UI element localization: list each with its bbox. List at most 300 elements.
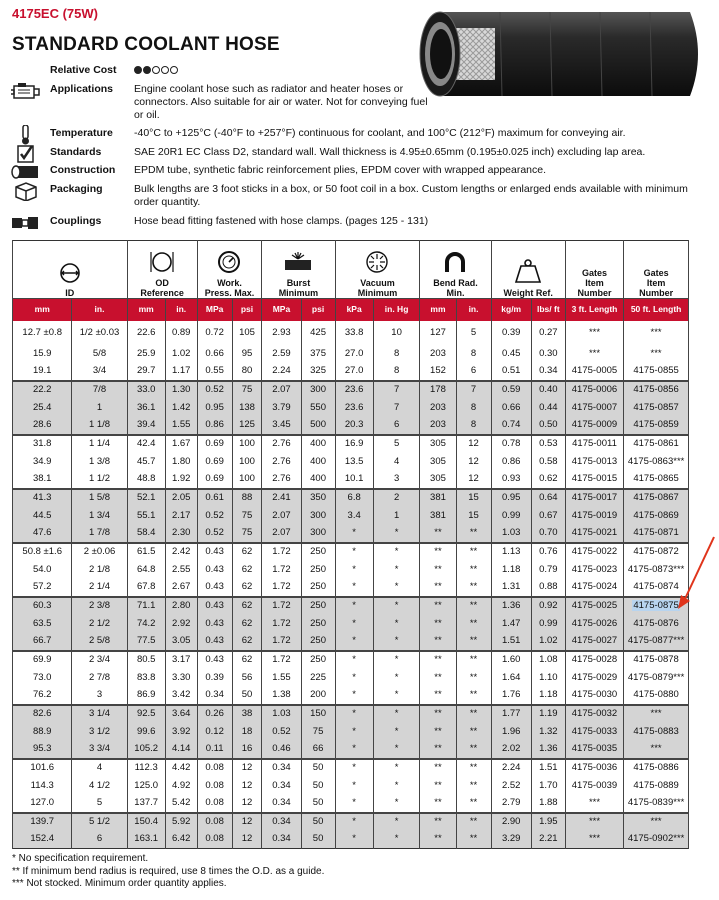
table-cell: *** xyxy=(565,813,623,831)
table-row xyxy=(13,363,689,381)
table-cell: 2 1/2 xyxy=(72,615,127,633)
table-cell: 80.5 xyxy=(127,651,165,669)
unit-cell: lbs/ ft xyxy=(531,299,565,321)
unit-cell: in. xyxy=(165,299,197,321)
table-cell: 150.4 xyxy=(127,813,165,831)
table-cell: 203 xyxy=(420,399,456,417)
table-cell: 25.4 xyxy=(13,399,72,417)
table-row xyxy=(13,417,689,435)
table-cell: 0.30 xyxy=(531,345,565,363)
footnote: ** If minimum bend radius is required, use 8 times the O.D. as a guide. xyxy=(12,865,325,877)
table-cell: 2.42 xyxy=(165,543,197,561)
table-cell: 305 xyxy=(420,471,456,489)
table-cell: * xyxy=(373,579,420,597)
table-cell: 2 1/4 xyxy=(72,579,127,597)
table-row xyxy=(13,669,689,687)
table-cell: 3.30 xyxy=(165,669,197,687)
table-row xyxy=(13,579,689,597)
table-cell: 83.8 xyxy=(127,669,165,687)
table-cell: 62 xyxy=(232,543,262,561)
table-cell: * xyxy=(373,543,420,561)
table-cell: 6 xyxy=(456,363,491,381)
table-cell: 4175-0865 xyxy=(624,471,689,489)
table-cell: 4175-0869 xyxy=(624,507,689,525)
table-cell: 1.72 xyxy=(262,561,301,579)
table-cell: 10 xyxy=(373,321,420,345)
table-cell: * xyxy=(373,687,420,705)
table-cell: 4 xyxy=(373,453,420,471)
table-cell: 0.51 xyxy=(491,363,531,381)
table-cell: 5/8 xyxy=(72,345,127,363)
table-cell: 7/8 xyxy=(72,381,127,399)
table-cell: ** xyxy=(420,651,456,669)
table-cell: ** xyxy=(456,705,491,723)
table-cell: 4.14 xyxy=(165,741,197,759)
table-cell: 7 xyxy=(373,399,420,417)
table-cell: * xyxy=(335,795,373,813)
temperature-value: -40°C to +125°C (-40°F to +257°F) continuous for coolant, and 100°C (212°F) maximum for conveying air. xyxy=(134,127,626,139)
table-cell: 12 xyxy=(232,831,262,849)
table-cell: 1.02 xyxy=(165,345,197,363)
table-cell: 16.9 xyxy=(335,435,373,453)
table-cell: 6.8 xyxy=(335,489,373,507)
table-cell: ** xyxy=(420,831,456,849)
header-row xyxy=(13,241,689,299)
table-cell: 16 xyxy=(232,741,262,759)
table-cell: 112.3 xyxy=(127,759,165,777)
table-cell: 0.64 xyxy=(531,489,565,507)
box-icon xyxy=(10,181,42,201)
table-cell: 0.34 xyxy=(262,795,301,813)
table-cell: 99.6 xyxy=(127,723,165,741)
col-weight: Weight Ref. xyxy=(491,241,565,299)
table-cell: 0.78 xyxy=(491,435,531,453)
table-cell: 0.08 xyxy=(197,831,232,849)
table-cell: * xyxy=(335,723,373,741)
table-cell: 1.80 xyxy=(165,453,197,471)
table-cell: 550 xyxy=(301,399,335,417)
couplings-label: Couplings xyxy=(50,215,102,227)
table-cell: 152.4 xyxy=(13,831,72,849)
table-cell: 125.0 xyxy=(127,777,165,795)
table-row xyxy=(13,525,689,543)
table-cell: 250 xyxy=(301,615,335,633)
col-burst: Burst Minimum xyxy=(262,241,335,299)
table-cell: 2 3/4 xyxy=(72,651,127,669)
table-cell: 0.52 xyxy=(197,507,232,525)
table-cell: 62 xyxy=(232,561,262,579)
table-cell: 2 3/8 xyxy=(72,597,127,615)
table-cell: 178 xyxy=(420,381,456,399)
table-cell: 47.6 xyxy=(13,525,72,543)
col-item-3ft: Gates Item Number xyxy=(565,241,623,299)
table-cell: 13.5 xyxy=(335,453,373,471)
table-cell: ** xyxy=(456,525,491,543)
table-cell: 3/4 xyxy=(72,363,127,381)
table-cell: 57.2 xyxy=(13,579,72,597)
table-cell: 0.12 xyxy=(197,723,232,741)
table-cell: 38 xyxy=(232,705,262,723)
table-cell: 0.86 xyxy=(491,453,531,471)
table-cell: * xyxy=(373,831,420,849)
table-cell: 300 xyxy=(301,507,335,525)
table-cell: * xyxy=(335,525,373,543)
table-cell: 1.36 xyxy=(491,597,531,615)
unit-cell: 3 ft. Length xyxy=(565,299,623,321)
unit-cell: mm xyxy=(420,299,456,321)
table-cell: 0.34 xyxy=(197,687,232,705)
table-cell: 8 xyxy=(456,345,491,363)
table-cell: 250 xyxy=(301,543,335,561)
table-cell: 0.34 xyxy=(262,831,301,849)
table-cell: 15 xyxy=(456,507,491,525)
table-cell: 0.70 xyxy=(531,525,565,543)
table-cell: 2.67 xyxy=(165,579,197,597)
table-cell: 250 xyxy=(301,651,335,669)
table-cell: 4175-0013 xyxy=(565,453,623,471)
table-cell: 0.99 xyxy=(491,507,531,525)
table-cell: 138 xyxy=(232,399,262,417)
table-cell: 4175-0029 xyxy=(565,669,623,687)
table-cell: 2.02 xyxy=(491,741,531,759)
table-cell: 1.03 xyxy=(491,525,531,543)
table-cell: 0.40 xyxy=(531,381,565,399)
table-cell: 62 xyxy=(232,633,262,651)
table-cell: ** xyxy=(456,759,491,777)
table-row xyxy=(13,795,689,813)
table-row xyxy=(13,813,689,831)
table-cell: *** xyxy=(565,345,623,363)
table-cell: 25.9 xyxy=(127,345,165,363)
table-cell: 50 xyxy=(301,795,335,813)
hose-section-icon xyxy=(10,162,42,182)
table-cell: 381 xyxy=(420,489,456,507)
units-row xyxy=(13,299,689,321)
table-cell: 39.4 xyxy=(127,417,165,435)
table-cell: 250 xyxy=(301,597,335,615)
table-cell: 163.1 xyxy=(127,831,165,849)
checkbox-icon xyxy=(10,144,42,164)
table-cell: 0.93 xyxy=(491,471,531,489)
table-cell: 3.45 xyxy=(262,417,301,435)
table-cell: 4175-0005 xyxy=(565,363,623,381)
table-cell: 1 5/8 xyxy=(72,489,127,507)
table-cell: 62 xyxy=(232,615,262,633)
table-cell: 4175-0035 xyxy=(565,741,623,759)
table-cell: 50.8 ±1.6 xyxy=(13,543,72,561)
table-cell: 105 xyxy=(232,321,262,345)
table-cell: 3.92 xyxy=(165,723,197,741)
table-cell: 0.99 xyxy=(531,615,565,633)
table-cell: 36.1 xyxy=(127,399,165,417)
table-cell: 2.93 xyxy=(262,321,301,345)
table-cell: 75 xyxy=(232,381,262,399)
table-cell: 3.4 xyxy=(335,507,373,525)
table-cell: 3.17 xyxy=(165,651,197,669)
table-cell: 4 1/2 xyxy=(72,777,127,795)
table-row xyxy=(13,597,689,615)
table-row xyxy=(13,435,689,453)
table-cell: 3 1/4 xyxy=(72,705,127,723)
table-cell: 2.76 xyxy=(262,453,301,471)
table-cell: 42.4 xyxy=(127,435,165,453)
table-cell: 400 xyxy=(301,435,335,453)
table-cell: ** xyxy=(420,561,456,579)
table-cell: 139.7 xyxy=(13,813,72,831)
table-cell: 4175-0872 xyxy=(624,543,689,561)
table-row xyxy=(13,759,689,777)
table-cell: * xyxy=(335,579,373,597)
table-cell: 66.7 xyxy=(13,633,72,651)
footnote: *** Not stocked. Minimum order quantity applies. xyxy=(12,878,227,889)
table-cell: 23.6 xyxy=(335,399,373,417)
table-cell: 1 1/4 xyxy=(72,435,127,453)
table-cell: 300 xyxy=(301,381,335,399)
table-cell: 1 xyxy=(72,399,127,417)
gauge-icon xyxy=(217,250,241,274)
table-cell: 44.5 xyxy=(13,507,72,525)
packaging-value: Bulk lengths are 3 foot sticks in a box, or 50 foot coil in a box. Custom lengths or enlarged ends available with minimum order quantity. xyxy=(134,183,688,208)
table-cell: ** xyxy=(420,633,456,651)
table-cell: 1.17 xyxy=(165,363,197,381)
table-cell: 6.42 xyxy=(165,831,197,849)
table-cell: 69.9 xyxy=(13,651,72,669)
engine-icon xyxy=(10,81,42,101)
table-cell: *** xyxy=(624,321,689,345)
table-cell: 27.0 xyxy=(335,345,373,363)
table-cell: 1.72 xyxy=(262,651,301,669)
table-cell: 5 xyxy=(456,321,491,345)
table-cell: 4175-0021 xyxy=(565,525,623,543)
table-cell: 1.51 xyxy=(531,759,565,777)
table-cell: 0.67 xyxy=(531,507,565,525)
table-cell: 4175-0880 xyxy=(624,687,689,705)
table-cell: 305 xyxy=(420,453,456,471)
table-cell: 88 xyxy=(232,489,262,507)
table-cell: 1 7/8 xyxy=(72,525,127,543)
table-cell: 225 xyxy=(301,669,335,687)
table-body xyxy=(13,321,689,849)
table-cell: * xyxy=(335,759,373,777)
table-cell: 12.7 ±0.8 xyxy=(13,321,72,345)
table-cell: 4175-0017 xyxy=(565,489,623,507)
table-row xyxy=(13,453,689,471)
table-cell: ** xyxy=(420,669,456,687)
table-cell: 62 xyxy=(232,597,262,615)
table-cell: ** xyxy=(456,561,491,579)
table-cell: 5 xyxy=(373,435,420,453)
table-cell: 12 xyxy=(232,795,262,813)
table-cell: * xyxy=(373,705,420,723)
table-cell: 82.6 xyxy=(13,705,72,723)
construction-label: Construction xyxy=(50,164,116,176)
table-cell: 0.44 xyxy=(531,399,565,417)
table-cell: 0.27 xyxy=(531,321,565,345)
table-cell: 12 xyxy=(456,471,491,489)
table-cell: ** xyxy=(456,651,491,669)
table-cell: 127 xyxy=(420,321,456,345)
table-cell: 74.2 xyxy=(127,615,165,633)
table-cell: 75 xyxy=(232,525,262,543)
table-cell: 12 xyxy=(232,777,262,795)
table-cell: 0.43 xyxy=(197,597,232,615)
table-cell: 20.3 xyxy=(335,417,373,435)
table-cell: 0.39 xyxy=(197,669,232,687)
table-cell: 425 xyxy=(301,321,335,345)
table-cell: 1.03 xyxy=(262,705,301,723)
table-cell: ** xyxy=(420,777,456,795)
table-cell: 0.86 xyxy=(197,417,232,435)
table-cell: 1.72 xyxy=(262,543,301,561)
table-cell: 8 xyxy=(373,345,420,363)
table-cell: 1.55 xyxy=(262,669,301,687)
table-cell: 4175-0839*** xyxy=(624,795,689,813)
table-cell: 1.13 xyxy=(491,543,531,561)
table-cell: 12 xyxy=(232,813,262,831)
table-cell: 1.18 xyxy=(491,561,531,579)
table-row xyxy=(13,399,689,417)
table-cell: ** xyxy=(456,831,491,849)
table-cell: ** xyxy=(420,543,456,561)
table-cell: 86.9 xyxy=(127,687,165,705)
table-cell: 4175-0032 xyxy=(565,705,623,723)
table-cell: ** xyxy=(456,669,491,687)
table-cell: 1.31 xyxy=(491,579,531,597)
table-cell: 1.36 xyxy=(531,741,565,759)
table-cell: 1.95 xyxy=(531,813,565,831)
table-cell: 4175-0024 xyxy=(565,579,623,597)
table-cell: ** xyxy=(456,777,491,795)
table-cell: 3 xyxy=(72,687,127,705)
table-cell: ** xyxy=(456,633,491,651)
col-work-press: Work. Press. Max. xyxy=(197,241,262,299)
table-cell: 34.9 xyxy=(13,453,72,471)
table-cell: 56 xyxy=(232,669,262,687)
table-cell: 1.72 xyxy=(262,597,301,615)
unit-cell: 50 ft. Length xyxy=(624,299,689,321)
table-cell: 4175-0019 xyxy=(565,507,623,525)
table-cell: 1.76 xyxy=(491,687,531,705)
table-cell: 250 xyxy=(301,633,335,651)
table-row xyxy=(13,321,689,345)
table-cell: 300 xyxy=(301,525,335,543)
table-cell: 0.52 xyxy=(197,525,232,543)
table-cell: ** xyxy=(420,741,456,759)
table-cell: 0.08 xyxy=(197,759,232,777)
table-cell: 0.66 xyxy=(197,345,232,363)
table-cell: 4 xyxy=(72,759,127,777)
table-cell: 4175-0026 xyxy=(565,615,623,633)
table-cell: 4175-0861 xyxy=(624,435,689,453)
table-cell: * xyxy=(373,759,420,777)
table-cell: 1/2 ±0.03 xyxy=(72,321,127,345)
table-cell: 1.47 xyxy=(491,615,531,633)
table-cell: 2.76 xyxy=(262,471,301,489)
table-cell: 18 xyxy=(232,723,262,741)
table-cell: ** xyxy=(420,525,456,543)
table-cell: * xyxy=(335,831,373,849)
table-cell: 76.2 xyxy=(13,687,72,705)
table-cell: 95.3 xyxy=(13,741,72,759)
table-cell: 5 1/2 xyxy=(72,813,127,831)
table-cell: 0.34 xyxy=(262,777,301,795)
table-cell: 15.9 xyxy=(13,345,72,363)
table-cell: 58.4 xyxy=(127,525,165,543)
table-cell: 1.72 xyxy=(262,633,301,651)
table-cell: *** xyxy=(565,831,623,849)
table-cell: 2.21 xyxy=(531,831,565,849)
table-cell: 7 xyxy=(456,381,491,399)
table-cell: ** xyxy=(456,579,491,597)
unit-cell: in. xyxy=(456,299,491,321)
table-cell: 2.79 xyxy=(491,795,531,813)
table-cell: 3.05 xyxy=(165,633,197,651)
table-cell: * xyxy=(335,669,373,687)
table-cell: * xyxy=(335,561,373,579)
table-row xyxy=(13,705,689,723)
table-cell: 4175-0015 xyxy=(565,471,623,489)
table-cell: 2.07 xyxy=(262,507,301,525)
table-cell: * xyxy=(373,741,420,759)
unit-cell: psi xyxy=(232,299,262,321)
table-cell: 4175-0857 xyxy=(624,399,689,417)
table-cell: 2 1/8 xyxy=(72,561,127,579)
table-cell: 4175-0006 xyxy=(565,381,623,399)
footnotes xyxy=(12,853,324,891)
table-cell: ** xyxy=(456,795,491,813)
table-cell: ** xyxy=(456,813,491,831)
table-cell: 8 xyxy=(456,417,491,435)
table-cell: 0.08 xyxy=(197,795,232,813)
table-cell: 3.42 xyxy=(165,687,197,705)
table-cell: 22.6 xyxy=(127,321,165,345)
table-cell: 0.89 xyxy=(165,321,197,345)
table-cell: 0.43 xyxy=(197,561,232,579)
table-row xyxy=(13,489,689,507)
burst-icon xyxy=(283,252,313,274)
table-cell: 0.59 xyxy=(491,381,531,399)
table-cell: * xyxy=(335,615,373,633)
unit-cell: kPa xyxy=(335,299,373,321)
table-cell: *** xyxy=(624,705,689,723)
unit-cell: kg/m xyxy=(491,299,531,321)
table-cell: 1 xyxy=(373,507,420,525)
table-cell: 33.8 xyxy=(335,321,373,345)
col-id: ID xyxy=(13,241,128,299)
table-cell: 2.76 xyxy=(262,435,301,453)
table-cell: ** xyxy=(420,597,456,615)
table-cell: 0.43 xyxy=(197,633,232,651)
applications-label: Applications xyxy=(50,83,114,95)
table-cell: 33.0 xyxy=(127,381,165,399)
table-cell: ** xyxy=(420,723,456,741)
table-cell: 2.30 xyxy=(165,525,197,543)
arrow-annotation xyxy=(672,535,718,615)
table-cell: 1.60 xyxy=(491,651,531,669)
table-cell: 0.55 xyxy=(197,363,232,381)
table-cell: 0.08 xyxy=(197,777,232,795)
unit-cell: in. xyxy=(72,299,127,321)
table-cell: 41.3 xyxy=(13,489,72,507)
table-cell: 250 xyxy=(301,561,335,579)
table-cell: 381 xyxy=(420,507,456,525)
table-cell: 1.51 xyxy=(491,633,531,651)
unit-cell: mm xyxy=(13,299,72,321)
table-row xyxy=(13,345,689,363)
table-cell: ** xyxy=(456,615,491,633)
table-cell: 0.26 xyxy=(197,705,232,723)
table-cell: ** xyxy=(456,723,491,741)
